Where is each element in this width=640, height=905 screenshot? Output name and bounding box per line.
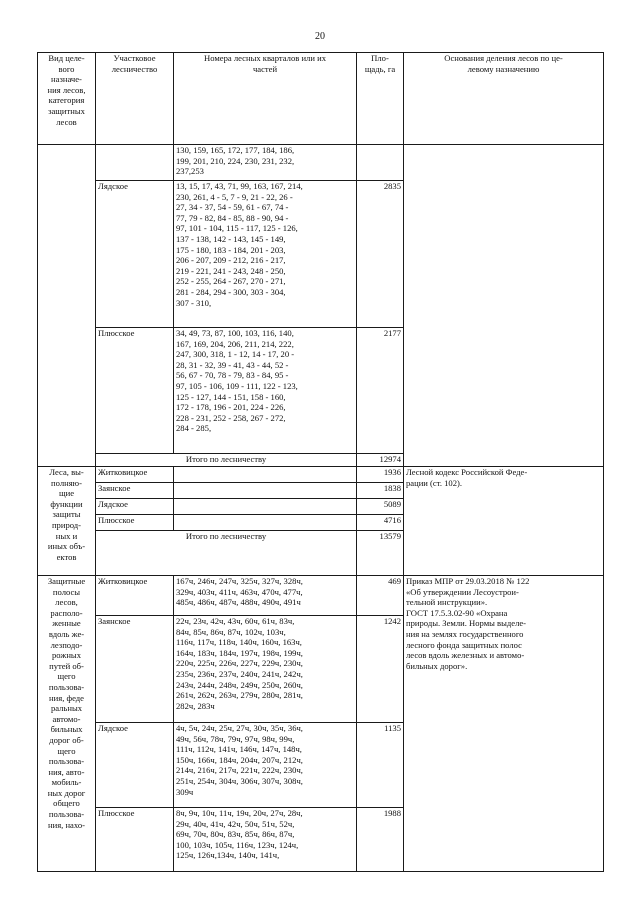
quarters-cell-empty	[174, 467, 357, 483]
header-area: Пло- щадь, га	[357, 53, 404, 145]
district-cell: Лядское	[96, 181, 174, 328]
category-cell: Леса, вы- полняю- щие функции защиты природ- ных и иных объ- ектов	[38, 467, 96, 576]
quarters-cell: 8ч, 9ч, 10ч, 11ч, 19ч, 20ч, 27ч, 28ч, 29ч, 40ч, 41ч, 42ч, 50ч, 51ч, 52ч, 69ч, 70ч, 80ч, 83ч, 85ч, 86ч, 87ч, 100, 103ч, 105ч, 116ч, 123ч, 124ч, 125ч, 126ч,134ч, 140ч, 141ч,	[174, 808, 357, 872]
quarters-cell-empty	[174, 499, 357, 515]
area-cell: 469	[357, 576, 404, 616]
area-cell	[357, 145, 404, 181]
area-cell: 1242	[357, 616, 404, 723]
district-cell: Лядское	[96, 723, 174, 808]
table-row	[38, 467, 604, 483]
quarters-cell: 34, 49, 73, 87, 100, 103, 116, 140, 167, 169, 204, 206, 211, 214, 222, 247, 300, 318, 1 - 12, 14 - 17, 20 - 28, 31 - 32, 39 - 41, 43 - 44, 52 - 56, 67 - 70, 78 - 79, 83 - 84, 95 - 97, 105 - 106, 109 - 111, 122 - 123, 125 - 127, 144 - 151, 158 - 160, 172 - 178, 196 - 201, 224 - 226, 228 - 231, 252 - 258, 267 - 272, 284 - 285,	[174, 328, 357, 454]
district-cell	[96, 145, 174, 181]
district-cell: Житковицкое	[96, 576, 174, 616]
district-cell: Плюсское	[96, 328, 174, 454]
area-cell: 2177	[357, 328, 404, 454]
quarters-cell-empty	[174, 483, 357, 499]
basis-cell: Лесной кодекс Российской Феде- рации (ст. 102).	[404, 467, 604, 576]
quarters-cell: 13, 15, 17, 43, 71, 99, 163, 167, 214, 230, 261, 4 - 5, 7 - 9, 21 - 22, 26 - 27, 34 - 37, 54 - 59, 61 - 67, 74 - 77, 79 - 82, 84 - 85, 88 - 90, 94 - 97, 101 - 104, 115 - 117, 125 - 126, 137 - 138, 142 - 143, 145 - 149, 175 - 180, 183 - 184, 201 - 203, 206 - 207, 209 - 212, 216 - 217, 219 - 221, 241 - 243, 248 - 250, 252 - 255, 264 - 267, 270 - 271, 281 - 284, 294 - 300, 303 - 304, 307 - 310,	[174, 181, 357, 328]
area-cell: 1988	[357, 808, 404, 872]
district-cell: Заянское	[96, 616, 174, 723]
total-area: 12974	[357, 454, 404, 467]
district-cell: Заянское	[96, 483, 174, 499]
category-cell-empty	[38, 145, 96, 467]
quarters-cell-empty	[174, 515, 357, 531]
quarters-cell: 130, 159, 165, 172, 177, 184, 186, 199, 201, 210, 224, 230, 231, 232, 237,253	[174, 145, 357, 181]
quarters-cell: 167ч, 246ч, 247ч, 325ч, 327ч, 328ч, 329ч, 403ч, 411ч, 463ч, 470ч, 477ч, 485ч, 486ч, 487ч, 488ч, 490ч, 491ч	[174, 576, 357, 616]
basis-cell: Приказ МПР от 29.03.2018 № 122 «Об утверждении Лесоустрои- тельной инструкции». ГОСТ 17.5.3.02-90 «Охрана природы. Земли. Нормы выделе- ния на землях государственного лесного фонда защитных полос лесов вдоль железных и автомо- бильных дорог».	[404, 576, 604, 872]
area-cell: 1135	[357, 723, 404, 808]
district-cell: Плюсское	[96, 515, 174, 531]
total-label: Итого по лесничеству	[96, 531, 357, 576]
area-cell: 1936	[357, 467, 404, 483]
quarters-cell: 22ч, 23ч, 42ч, 43ч, 60ч, 61ч, 83ч, 84ч, 85ч, 86ч, 87ч, 102ч, 103ч, 116ч, 117ч, 118ч, 140ч, 160ч, 163ч, 164ч, 183ч, 184ч, 197ч, 198ч, 199ч, 220ч, 225ч, 226ч, 227ч, 229ч, 230ч, 235ч, 236ч, 237ч, 240ч, 241ч, 242ч, 243ч, 244ч, 248ч, 249ч, 250ч, 260ч, 261ч, 262ч, 263ч, 279ч, 280ч, 281ч, 282ч, 283ч	[174, 616, 357, 723]
area-cell: 2835	[357, 181, 404, 328]
total-area: 13579	[357, 531, 404, 576]
table-row	[38, 576, 604, 616]
district-cell: Плюсское	[96, 808, 174, 872]
table-header-row	[38, 53, 604, 145]
header-category: Вид целе- вого назначе- ния лесов, категория защитных лесов	[38, 53, 96, 145]
area-cell: 1838	[357, 483, 404, 499]
district-cell: Житковицкое	[96, 467, 174, 483]
area-cell: 4716	[357, 515, 404, 531]
area-cell: 5089	[357, 499, 404, 515]
page-number: 20	[315, 31, 325, 42]
category-cell: Защитные полосы лесов, располо- женные вдоль же- лезподо- рожных путей об- щего пользова- ния, феде ральных автомо- бильных дорог об- щего пользова- ния, авто- мобиль- ных дорог общего пользова- ния, нахо-	[38, 576, 96, 872]
header-basis: Основания деления лесов по це- левому назначению	[404, 53, 604, 145]
district-cell: Лядское	[96, 499, 174, 515]
header-quarters: Номера лесных кварталов или их частей	[174, 53, 357, 145]
basis-cell-empty	[404, 145, 604, 467]
header-district: Участковое лесничество	[96, 53, 174, 145]
forest-division-table	[37, 52, 604, 872]
total-label: Итого по лесничеству	[96, 454, 357, 467]
quarters-cell: 4ч, 5ч, 24ч, 25ч, 27ч, 30ч, 35ч, 36ч, 49ч, 56ч, 78ч, 79ч, 97ч, 98ч, 99ч, 111ч, 112ч, 141ч, 146ч, 147ч, 148ч, 150ч, 166ч, 184ч, 204ч, 207ч, 212ч, 214ч, 216ч, 217ч, 221ч, 222ч, 230ч, 251ч, 254ч, 304ч, 306ч, 307ч, 308ч, 309ч	[174, 723, 357, 808]
table-row	[38, 145, 604, 181]
